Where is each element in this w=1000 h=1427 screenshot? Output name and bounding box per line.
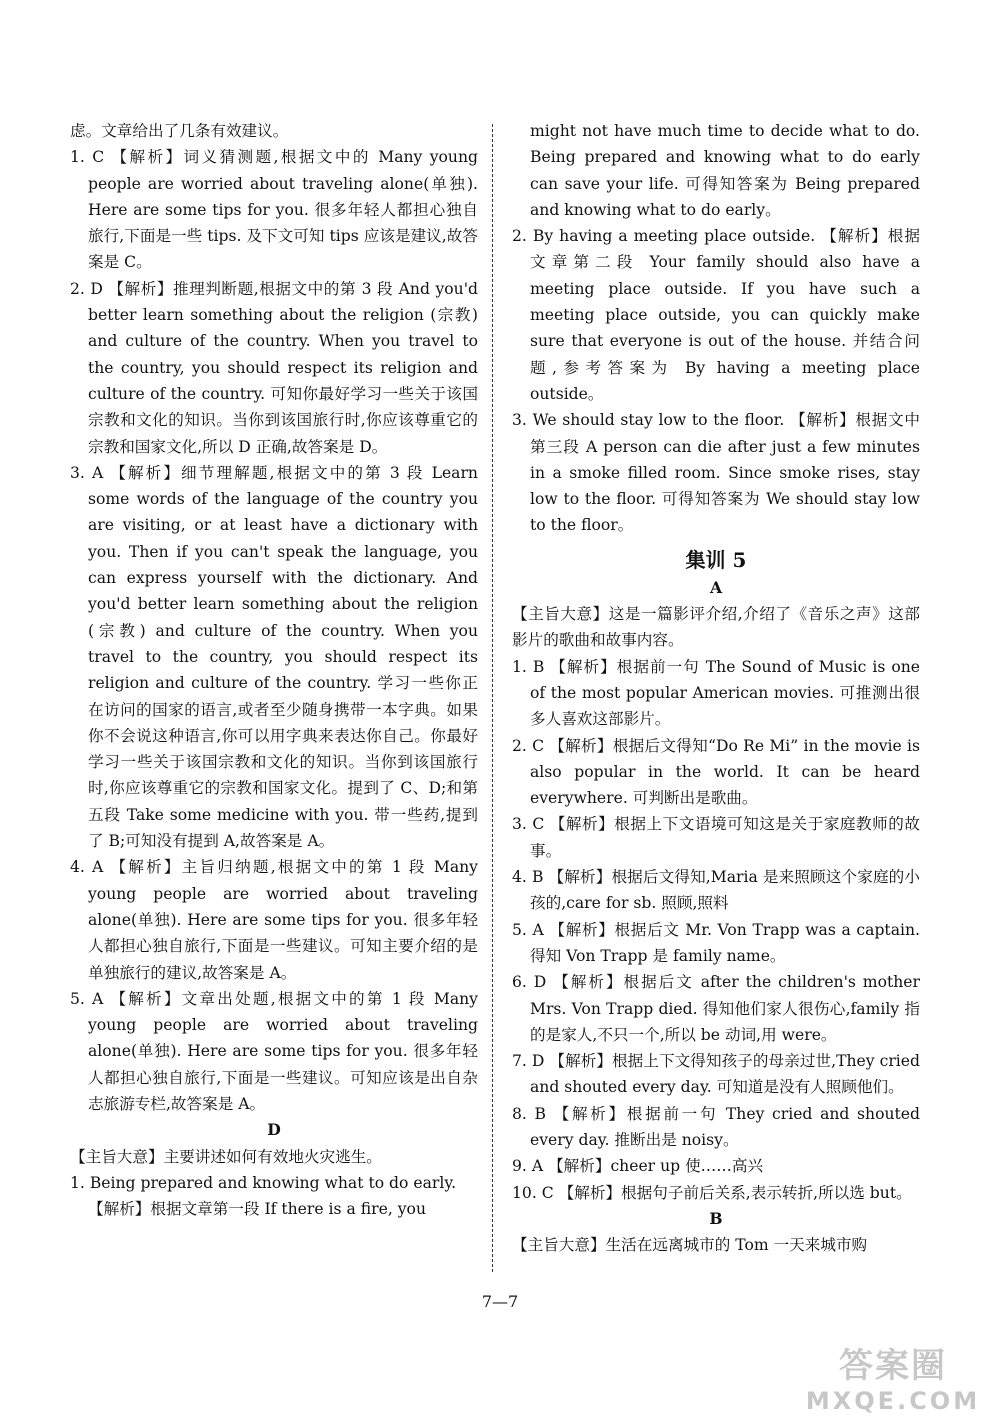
section-b-summary: 【主旨大意】生活在远离城市的 Tom 一天来城市购 [512,1236,868,1255]
continued-text: might not have much time to decide what to do. Being prepared and knowing what to do early can save your life. 可得知答案为 Being prepared and knowing what to do early。 [530,122,920,219]
answer-item: 2. D 【解析】推理判断题,根据文中的第 3 段 And you'd better learn something about the religion (宗教) and culture of the country. When you travel to the country, you should respect its religion and culture of the country. 可知你最好学习一些关于该国宗教和文化的知识。当你到该国旅行时,你应该尊重它的宗教和国家文化,所以 D 正确,故答案是 D。 [70,279,478,456]
answer-item: 3. C 【解析】根据上下文语境可知这是关于家庭教师的故事。 [512,815,920,860]
answer-item: 7. D 【解析】根据上下文得知孩子的母亲过世,They cried and shouted every day. 可知道是没有人照顾他们。 [512,1052,920,1097]
answer-item: 1. C 【解析】词义猜测题,根据文中的 Many young people are worried about traveling alone(单独). Here are some tips for you. 很多年轻人都担心独自旅行,下面是一些 tips. 及下文可知 tips 应该是建议,故答案是 C。 [70,148,478,272]
section-d-summary: 【主旨大意】主要讲述如何有效地火灾逃生。 [70,1147,382,1166]
answer-item: 2. C 【解析】根据后文得知“Do Re Mi” in the movie is also popular in the world. It can be heard everywhere. 可判断出是歌曲。 [512,736,920,808]
intro-line: 虑。文章给出了几条有效建议。 [70,122,289,140]
watermark-logo-text: 答案圈 [839,1346,947,1386]
section-d-explanation: 【解析】根据文章第一段 If there is a fire, you [88,1200,426,1219]
answer-item: 6. D 【解析】根据后文 after the children's mother Mrs. Von Trapp died. 得知他们家人很伤心,family 指的是家人,不只一个,所以 be 动词,用 were。 [512,973,920,1044]
answer-item: 4. A 【解析】主旨归纳题,根据文中的第 1 段 Many young people are worried about traveling alone(单独). Here are some tips for you. 很多年轻人都担心独自旅行,下面是一些建议。可知主要介绍的是单独旅行的建议,故答案是 A。 [70,858,478,982]
section-d-answer: 1. Being prepared and knowing what to do early. [70,1173,457,1192]
answer-item: 2. By having a meeting place outside. 【解析】根据文章第二段 Your family should also have a meeting place outside. If you have such a meeting place outside, you can quickly make sure that everyone is out of the house. 并结合问题,参考答案为 By having a meeting place outside。 [512,227,920,403]
section-a-heading: A [709,577,723,597]
section-b-heading: B [709,1208,723,1228]
answer-item: 1. B 【解析】根据前一句 The Sound of Music is one of the most popular American movies. 可推测出很多人喜欢这部影片。 [512,657,920,729]
answer-item: 8. B 【解析】根据前一句 They cried and shouted every day. 推断出是 noisy。 [512,1104,920,1149]
section-a-summary: 【主旨大意】这是一篇影评介绍,介绍了《音乐之声》这部影片的歌曲和故事内容。 [512,605,920,650]
column-divider [492,124,493,1272]
site-watermark-logo [804,1345,982,1419]
right-column [512,118,920,1258]
answer-item: 9. A 【解析】cheer up 使……高兴 [512,1157,764,1176]
watermark-url-text: MXQE.COM [805,1387,981,1415]
answer-item: 10. C 【解析】根据句子前后关系,表示转折,所以选 but。 [512,1183,912,1202]
left-column [70,118,478,1222]
page-number: 7—7 [481,1292,519,1311]
answer-item: 3. We should stay low to the floor. 【解析】根据文中第三段 A person can die after just a few minutes in a smoke filled room. Since smoke rises, stay low to the floor. 可得知答案为 We should stay low to the floor。 [512,411,920,535]
answer-item: 3. A 【解析】细节理解题,根据文中的第 3 段 Learn some words of the language of the country you are visiting, or at least have a dictionary with you. Then if you can't speak the language, you can express yourself with the dictionary. And you'd better learn something about the religion (宗教) and culture of the country. When you travel to the country, you should respect its religion and culture of the country. 学习一些你正在访问的国家的语言,或者至少随身携带一本字典。如果你不会说这种语言,你可以用字典来表达你自己。你最好学习一些关于该国宗教和文化的知识。当你到该国旅行时,你应该尊重它的宗教和国家文化。提到了 C、D;和第五段 Take some medicine with you. 带一些药,提到了 B;可知没有提到 A,故答案是 A。 [70,463,478,851]
answer-item: 5. A 【解析】文章出处题,根据文中的第 1 段 Many young people are worried about traveling alone(单独). Here are some tips for you. 很多年轻人都担心独自旅行,下面是一些建议。可知应该是出自杂志旅游专栏,故答案是 A。 [70,989,478,1113]
answer-item: 4. B 【解析】根据后文得知,Maria 是来照顾这个家庭的小孩的,care for sb. 照顾,照料 [512,868,920,913]
section-d-heading: D [267,1120,281,1140]
section-title: 集训 5 [685,547,747,572]
answer-item: 5. A 【解析】根据后文 Mr. Von Trapp was a captain. 得知 Von Trapp 是 family name。 [512,920,920,965]
